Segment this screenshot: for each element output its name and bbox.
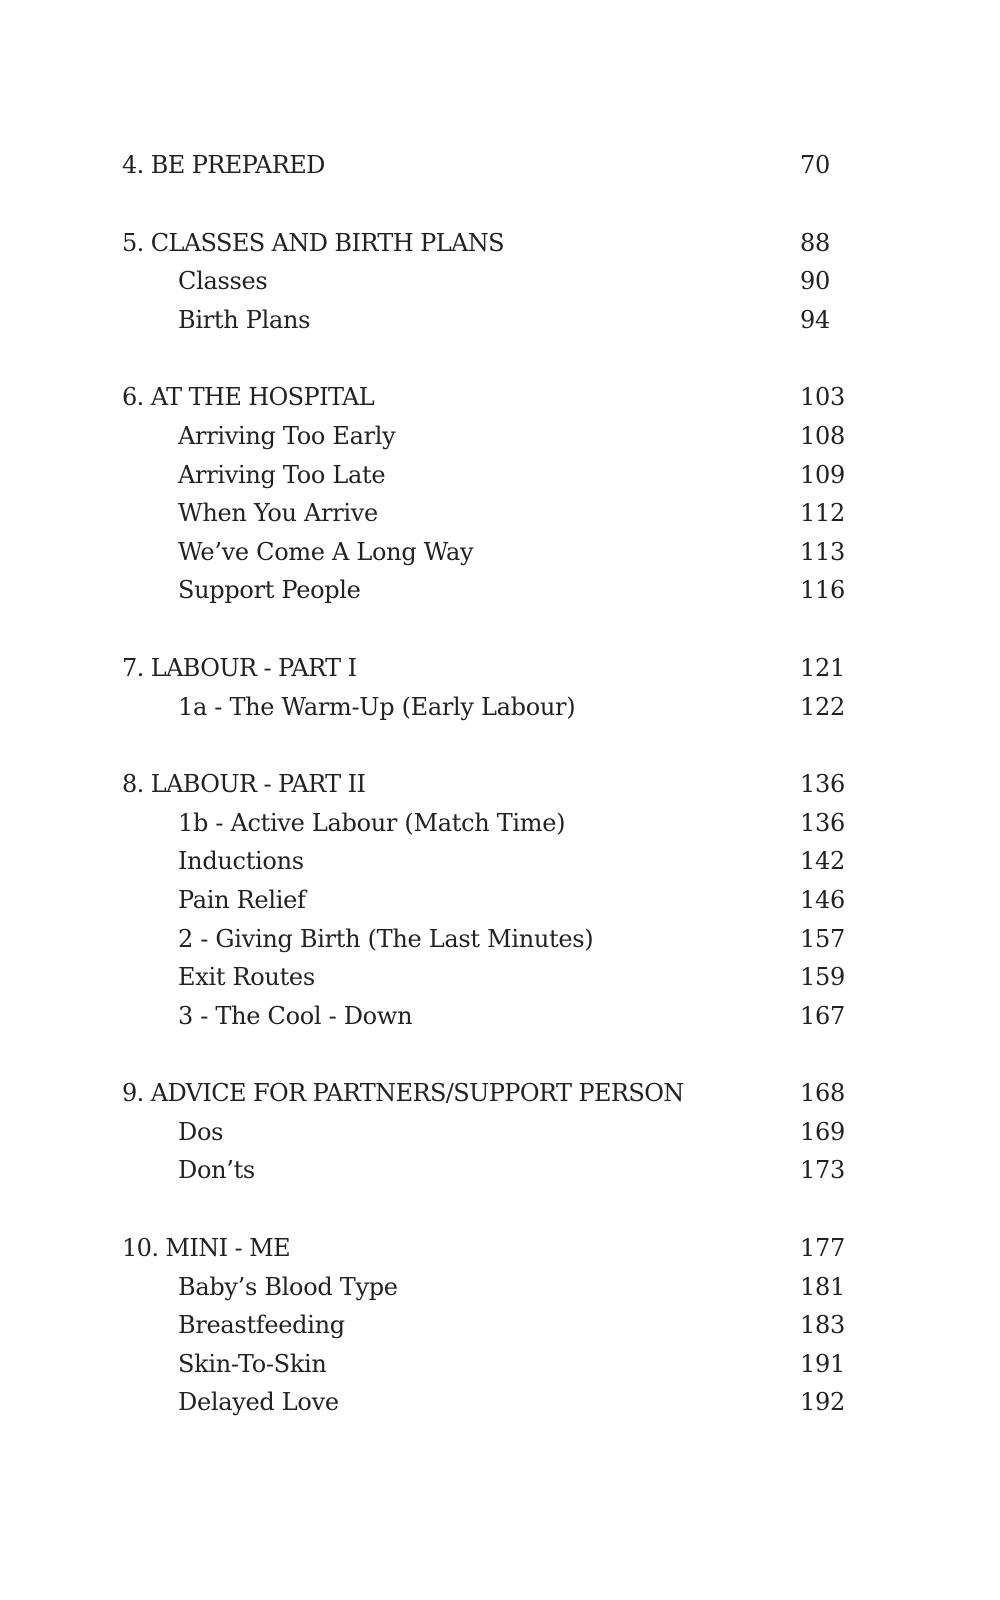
chapter-title: 7. LABOUR - PART I (122, 653, 357, 682)
toc-section-entry (0, 688, 1000, 727)
page-number: 168 (800, 1079, 845, 1108)
page-number: 181 (800, 1272, 845, 1301)
toc-section-entry (0, 997, 1000, 1036)
toc-chapter (0, 224, 1000, 340)
toc-section-entry (0, 1345, 1000, 1384)
section-title: Delayed Love (178, 1388, 339, 1417)
section-title: Skin-To-Skin (178, 1349, 327, 1378)
page-number: 109 (800, 460, 845, 489)
section-title: Inductions (178, 847, 304, 876)
section-title: 3 - The Cool - Down (178, 1001, 413, 1030)
toc-section-entry (0, 1383, 1000, 1422)
chapter-title: 6. AT THE HOSPITAL (122, 383, 375, 412)
toc-section-entry (0, 804, 1000, 843)
toc-section-entry (0, 1268, 1000, 1307)
toc-section-entry (0, 417, 1000, 456)
toc-chapter-entry (0, 765, 1000, 804)
section-title: When You Arrive (178, 499, 378, 528)
toc-chapter (0, 1074, 1000, 1190)
page-number: 183 (800, 1311, 845, 1340)
page-number: 177 (800, 1234, 845, 1263)
chapter-title: 8. LABOUR - PART II (122, 770, 366, 799)
page-number: 146 (800, 885, 845, 914)
page-number: 70 (800, 151, 830, 179)
section-title: We’ve Come A Long Way (178, 537, 474, 566)
page-number: 169 (800, 1117, 845, 1146)
page-number: 112 (800, 499, 845, 528)
toc-section-entry (0, 262, 1000, 301)
table-of-contents (0, 146, 1000, 1461)
section-title: Don’ts (178, 1156, 255, 1185)
page-number: 142 (800, 847, 845, 876)
toc-section-entry (0, 571, 1000, 610)
toc-section-entry (0, 958, 1000, 997)
section-title: Arriving Too Late (178, 460, 386, 489)
toc-chapter-entry (0, 146, 1000, 185)
toc-chapter (0, 649, 1000, 726)
section-title: Pain Relief (178, 885, 306, 914)
page-number: 191 (800, 1349, 845, 1378)
toc-section-entry (0, 881, 1000, 920)
page-number: 136 (800, 808, 845, 837)
section-title: Dos (178, 1117, 224, 1146)
page-number: 122 (800, 692, 845, 721)
section-title: Classes (178, 267, 268, 296)
section-title: 1a - The Warm-Up (Early Labour) (178, 692, 576, 721)
page-number: 157 (800, 924, 845, 953)
page-number: 136 (800, 770, 845, 799)
toc-section-entry (0, 842, 1000, 881)
section-title: Exit Routes (178, 963, 315, 992)
page-number: 173 (800, 1156, 845, 1185)
toc-section-entry (0, 533, 1000, 572)
page-number: 159 (800, 963, 845, 992)
section-title: 1b - Active Labour (Match Time) (178, 808, 566, 837)
page-number: 192 (800, 1388, 845, 1417)
toc-chapter-entry (0, 1229, 1000, 1268)
page-number: 116 (800, 576, 845, 605)
section-title: 2 - Giving Birth (The Last Minutes) (178, 924, 594, 953)
section-title: Breastfeeding (178, 1311, 345, 1340)
toc-section-entry (0, 301, 1000, 340)
toc-section-entry (0, 1151, 1000, 1190)
toc-section-entry (0, 1306, 1000, 1345)
page-number: 108 (800, 421, 845, 450)
page-number: 103 (800, 383, 845, 412)
chapter-title: 10. MINI - ME (122, 1234, 290, 1263)
toc-chapter (0, 378, 1000, 610)
chapter-title: 4. BE PREPARED (122, 151, 325, 179)
toc-section-entry (0, 1113, 1000, 1152)
chapter-title: 9. ADVICE FOR PARTNERS/SUPPORT PERSON (122, 1079, 684, 1108)
toc-chapter-entry (0, 378, 1000, 417)
page-number: 94 (800, 305, 830, 334)
section-title: Baby’s Blood Type (178, 1272, 398, 1301)
toc-chapter (0, 146, 1000, 185)
page-number: 121 (800, 653, 845, 682)
toc-section-entry (0, 494, 1000, 533)
toc-chapter-entry (0, 224, 1000, 263)
page-number: 113 (800, 537, 845, 566)
page-number: 167 (800, 1001, 845, 1030)
section-title: Support People (178, 576, 361, 605)
toc-chapter (0, 1229, 1000, 1422)
toc-chapter-entry (0, 649, 1000, 688)
section-title: Birth Plans (178, 305, 311, 334)
page-number: 88 (800, 228, 830, 257)
chapter-title: 5. CLASSES AND BIRTH PLANS (122, 228, 505, 257)
page-number: 90 (800, 267, 830, 296)
toc-chapter (0, 765, 1000, 1035)
section-title: Arriving Too Early (178, 421, 396, 450)
toc-chapter-entry (0, 1074, 1000, 1113)
toc-section-entry (0, 456, 1000, 495)
toc-section-entry (0, 920, 1000, 959)
